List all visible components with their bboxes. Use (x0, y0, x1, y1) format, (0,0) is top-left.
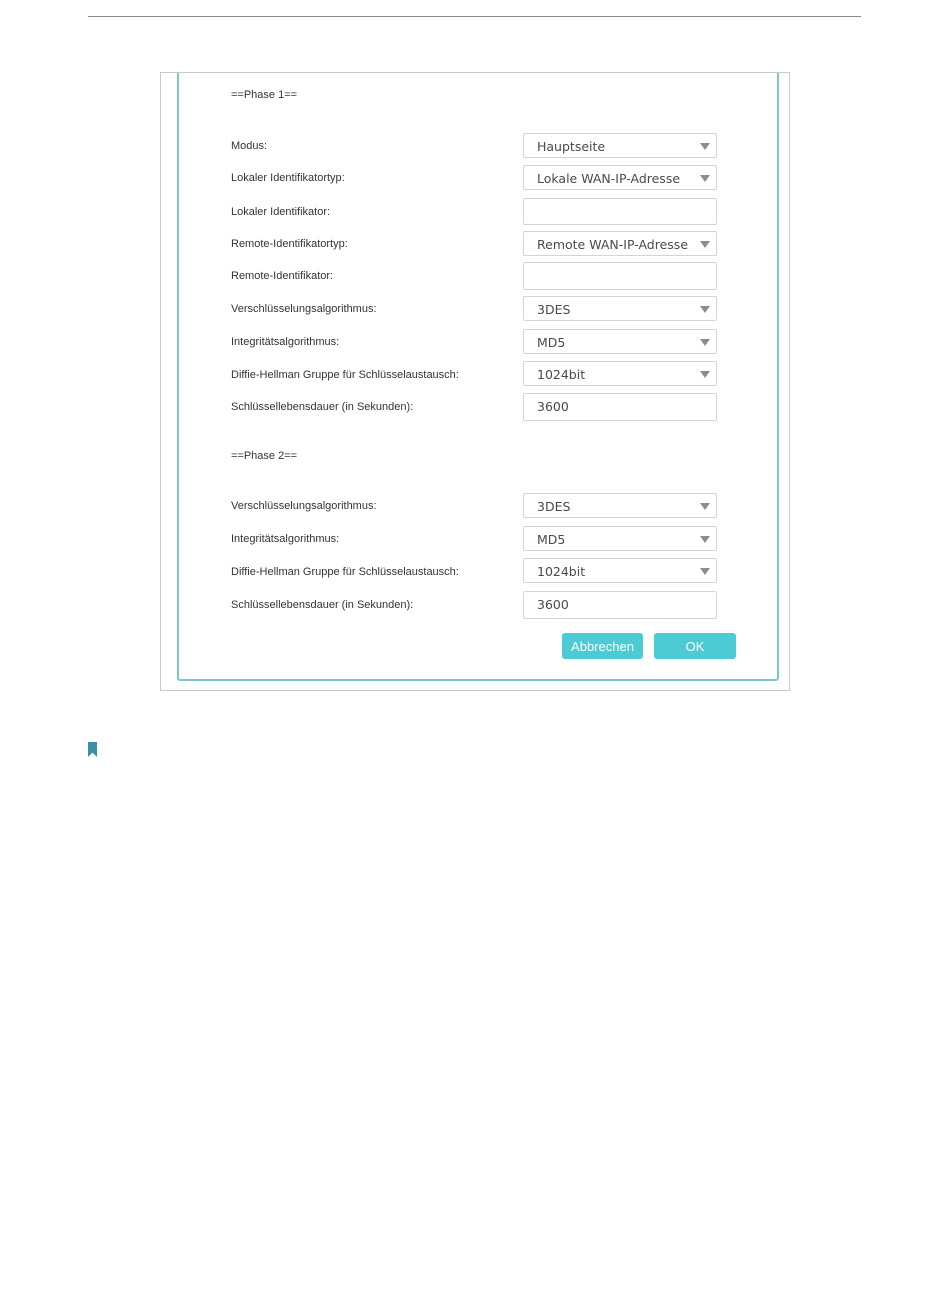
p2-dh-group-label: Diffie-Hellman Gruppe für Schlüsselaustausch: (231, 566, 459, 578)
caret-down-icon (700, 143, 710, 150)
local-id-label: Lokaler Identifikator: (231, 206, 331, 218)
local-id-input[interactable] (523, 198, 717, 225)
local-id-type-label: Lokaler Identifikatortyp: (231, 172, 345, 184)
phase1-title: ==Phase 1== (231, 89, 298, 101)
mode-select[interactable] (523, 133, 717, 158)
caret-down-icon (700, 175, 710, 182)
p2-integrity-select[interactable] (523, 526, 717, 551)
p1-dh-group-label: Diffie-Hellman Gruppe für Schlüsselaustausch: (231, 369, 459, 381)
cancel-button[interactable]: Abbrechen (562, 633, 643, 659)
p2-encryption-label: Verschlüsselungsalgorithmus: (231, 500, 377, 512)
p2-encryption-select[interactable] (523, 493, 717, 518)
mode-select-value: Hauptseite (537, 139, 606, 154)
caret-down-icon (700, 241, 710, 248)
remote-id-label: Remote-Identifikator: (231, 270, 334, 282)
p1-lifetime-value: 3600 (537, 399, 569, 414)
screenshot-frame (160, 72, 790, 691)
local-id-type-select[interactable] (523, 165, 717, 190)
top-divider (88, 16, 861, 17)
caret-down-icon (700, 568, 710, 575)
p1-dh-group-value: 1024bit (537, 367, 586, 382)
mode-label: Modus: (231, 140, 268, 152)
p2-encryption-value: 3DES (537, 499, 571, 514)
p2-lifetime-input[interactable] (523, 591, 717, 619)
p2-dh-group-select[interactable] (523, 558, 717, 583)
remote-id-type-select[interactable] (523, 231, 717, 256)
p1-encryption-select[interactable] (523, 296, 717, 321)
p1-encryption-value: 3DES (537, 302, 571, 317)
local-id-type-value: Lokale WAN-IP-Adresse (537, 171, 681, 186)
phase2-title: ==Phase 2== (231, 450, 298, 462)
caret-down-icon (700, 306, 710, 313)
p2-dh-group-value: 1024bit (537, 564, 586, 579)
ok-button[interactable]: OK (654, 633, 736, 659)
caret-down-icon (700, 339, 710, 346)
p1-encryption-label: Verschlüsselungsalgorithmus: (231, 303, 377, 315)
caret-down-icon (700, 503, 710, 510)
p2-integrity-label: Integritätsalgorithmus: (231, 533, 340, 545)
p2-lifetime-value: 3600 (537, 597, 569, 612)
ipsec-advanced-settings-dialog (177, 73, 779, 681)
p1-integrity-select[interactable] (523, 329, 717, 354)
p1-dh-group-select[interactable] (523, 361, 717, 386)
remote-id-type-value: Remote WAN-IP-Adresse (537, 237, 689, 252)
bookmark-icon (88, 742, 97, 757)
remote-id-type-label: Remote-Identifikatortyp: (231, 238, 348, 250)
caret-down-icon (700, 536, 710, 543)
p1-lifetime-input[interactable] (523, 393, 717, 421)
p1-integrity-value: MD5 (537, 335, 566, 350)
p1-integrity-label: Integritätsalgorithmus: (231, 336, 340, 348)
p1-lifetime-label: Schlüssellebensdauer (in Sekunden): (231, 401, 414, 413)
remote-id-input[interactable] (523, 262, 717, 290)
caret-down-icon (700, 371, 710, 378)
p2-lifetime-label: Schlüssellebensdauer (in Sekunden): (231, 599, 414, 611)
p2-integrity-value: MD5 (537, 532, 566, 547)
